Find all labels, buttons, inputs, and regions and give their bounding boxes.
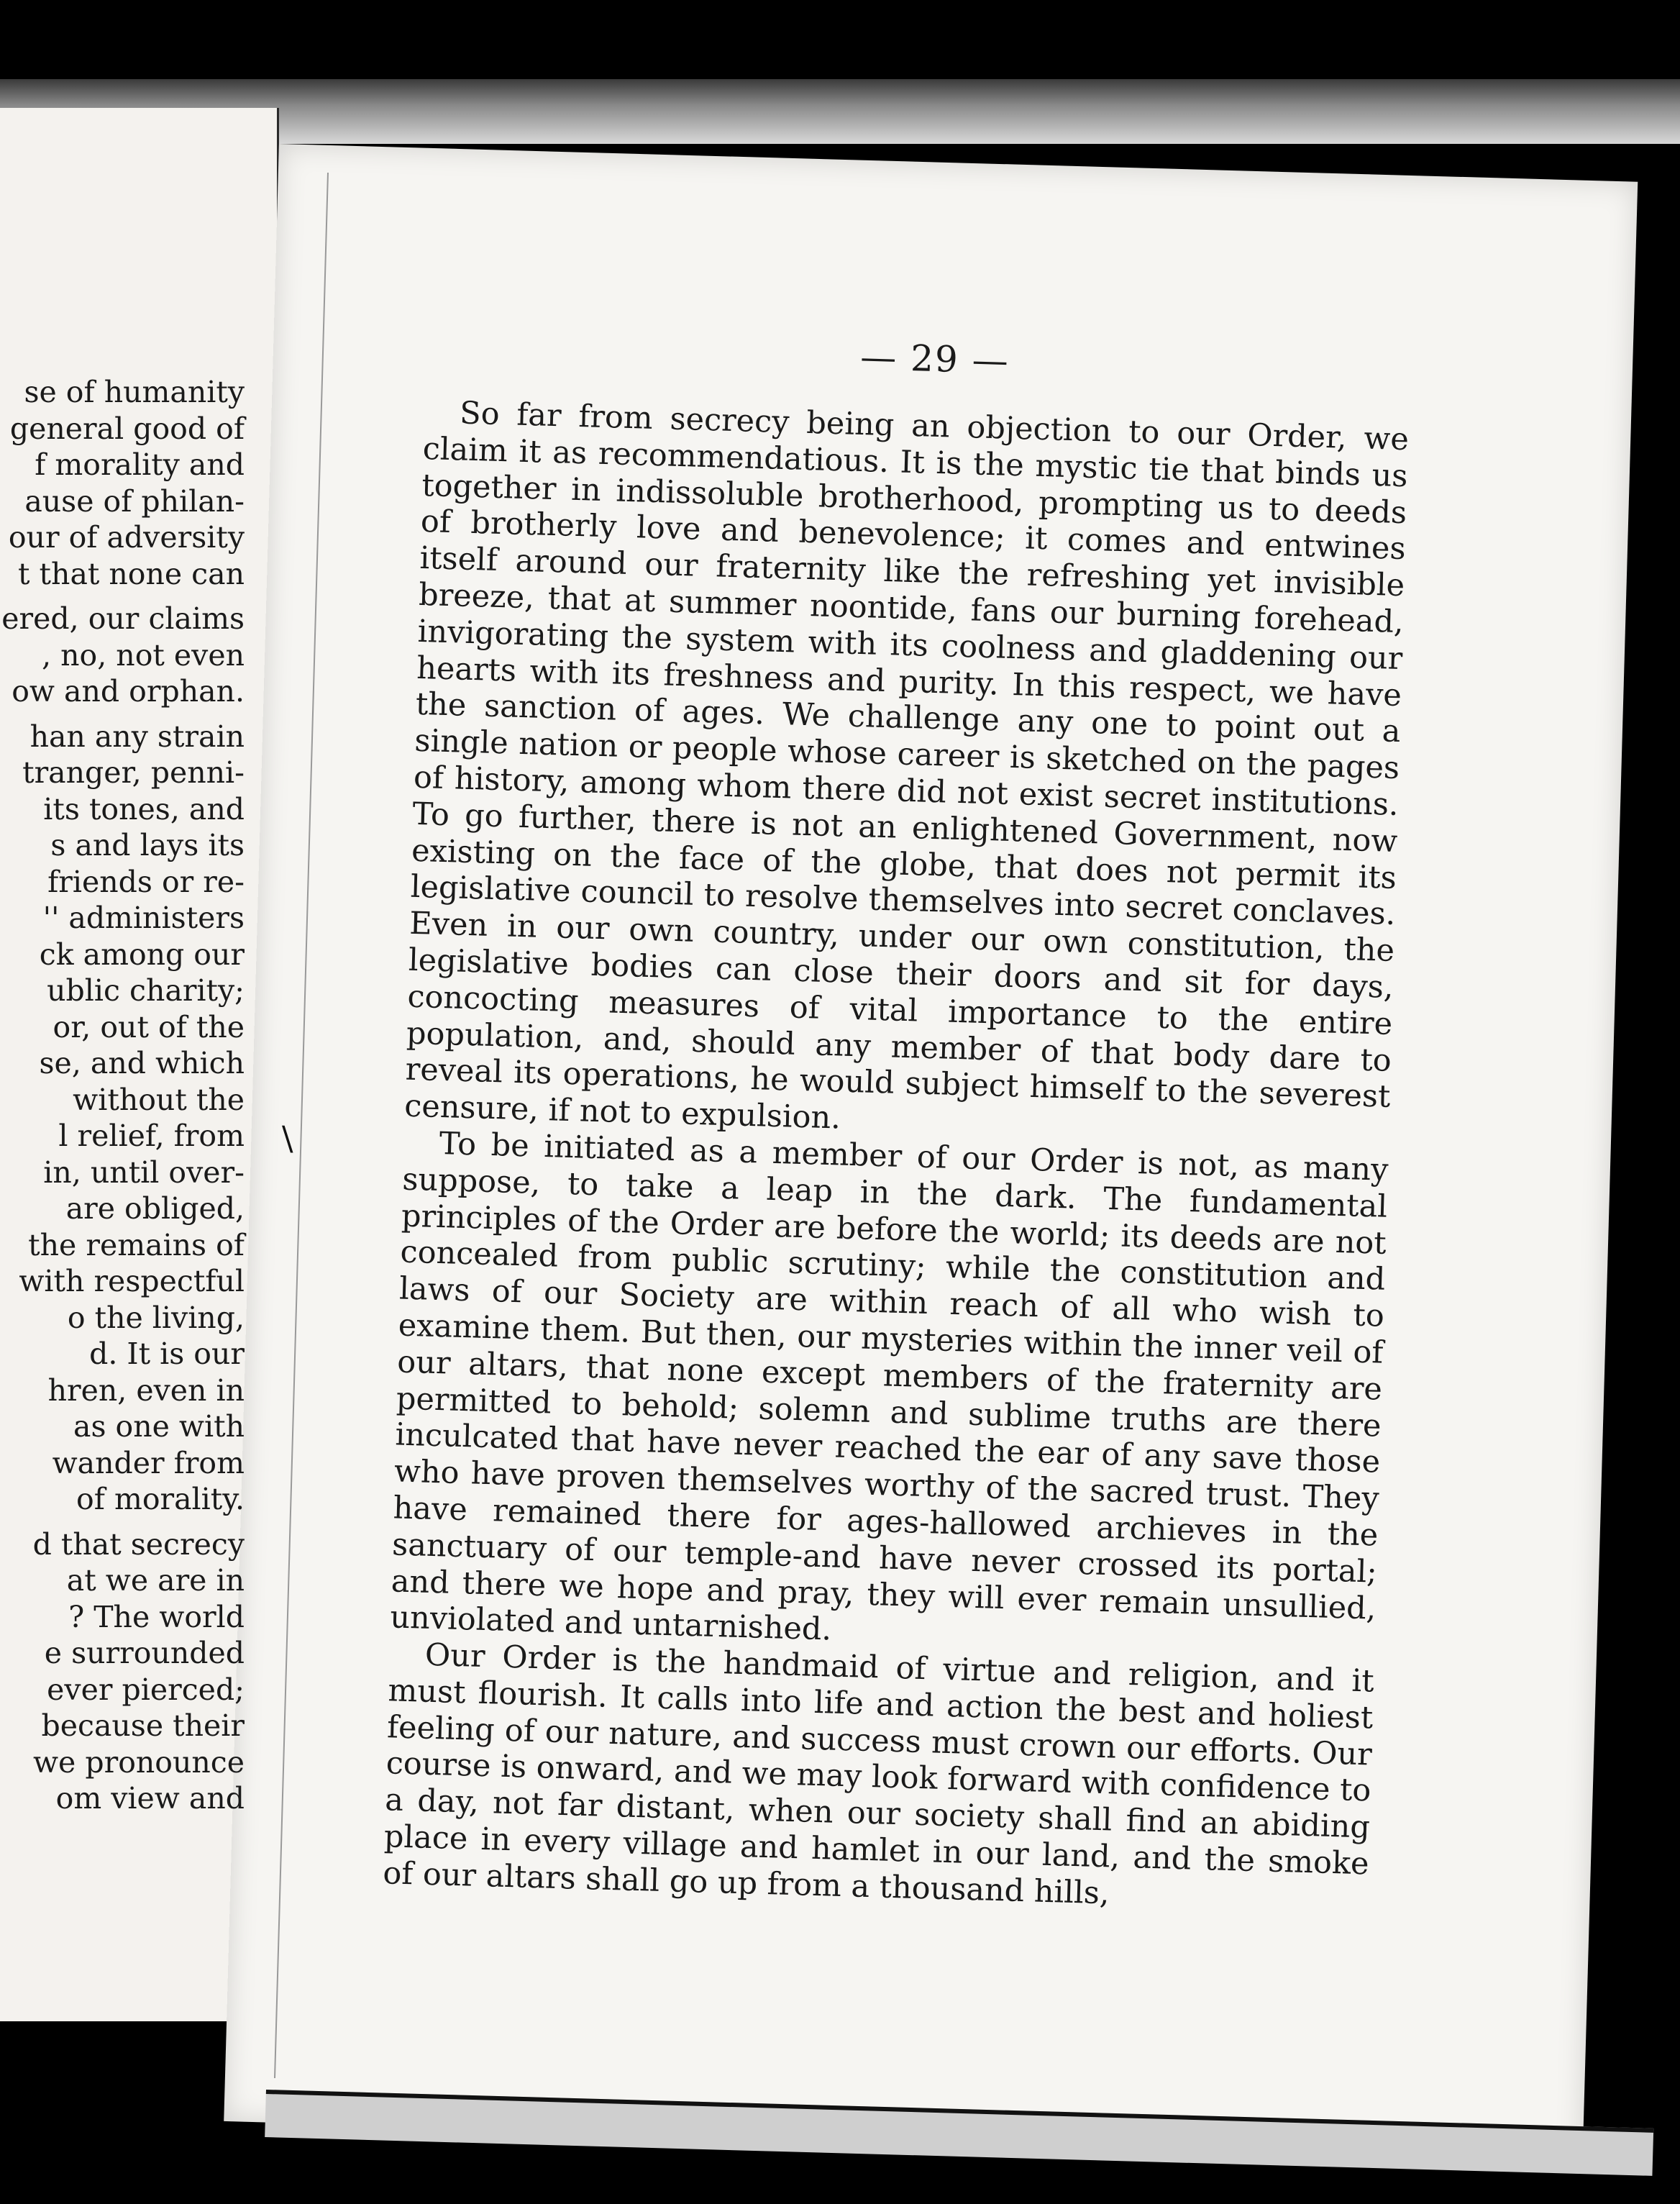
left-page-line: friends or re- [47,864,245,899]
paragraph-initiation: To be initiated as a member of our Order is not, as many suppose, to take a leap in the dark. The fundamental principles of the Order are before the world; its deeds are not concealed from public scrutiny; while the constitution and laws of our Society are within reach of all who wish to examine them. But then, our mysteries within the inner veil of our altars, that none except members of the fraternity are permitted to behold; solemn and sublime truths are there inculcated that have never reached the ear of any save those who have proven themselves worthy of the sacred trust. They have remained there for ages-hallowed archieves in the sanctuary of our temple-and have never crossed its portal; and there we hope and pray, they will ever remain unsullied, unviolated and untarnished. [389,1125,1389,1648]
left-page-line: with respectful [19,1264,245,1298]
left-page-line: in, until over- [43,1155,245,1190]
left-page-line: d that secrecy [32,1526,245,1562]
paragraph-order: Our Order is the handmaid of virtue and religion, and it must flourish. It calls into life and action the best and holiest feeling of our nature, and success must crown our efforts. Our course is onward, and we may look forward with confidence to a day, not far distant, when our society shall find an abiding place in every village and hamlet in our land, and the smoke of our altars shall go up from a thousand hills, [382,1636,1375,1912]
main-text [383,394,1410,1919]
left-page-line: ause of philan- [24,483,245,519]
left-page-gap [0,1518,259,1526]
margin-mark: \ [282,1119,293,1157]
left-page-line: f morality and [35,447,245,482]
left-page-line: l relief, from [58,1119,245,1153]
left-page-line: or, out of the [52,1009,245,1044]
left-page-line: ck among our [39,937,245,972]
left-page-line: without the [73,1082,245,1117]
left-page-line: we pronounce [32,1744,245,1780]
left-page-line: ered, our claims [1,601,245,636]
left-page-line: as one with [73,1409,245,1444]
left-page-line: t that none can [18,556,245,591]
left-page-line: o the living, [67,1300,245,1335]
left-page-line: ublic charity; [47,973,245,1008]
left-page-line: '' administers [42,901,245,935]
left-page-line: ow and orphan. [12,674,245,709]
paragraph-secrecy: So far from secrecy being an objection to our Order, we claim it as recommendatious. It is the mystic tie that binds us together in indissoluble brotherhood, prompting us to deeds of brotherly love and benevolence; it comes and entwines itself around our fraternity like the refreshing yet invisible breeze, that at summer noontide, fans our burning forehead, invigorating the system with its coolness and gladdening our hearts with its freshness and purity. In this respect, we have the sanction of ages. We challenge any one to point out a single nation or people whose career is sketched on the pages of history, among whom there did not exist secret institutions. To go further, there is not an enlightened Government, now existing on the face of the globe, that does not permit its legislative council to resolve themselves into secret conclaves. Even in our own country, under our own constitution, the legislative bodies can close their doors and sit for days, concocting measures of vital importance to the entire population, and, should any member of that body dare to reveal its operations, he would subject himself to the severest censure, if not to expulsion. [403,395,1410,1137]
left-page-line: se, and which [39,1046,245,1080]
left-page-line: , no, not even [42,637,245,673]
left-page-line: se of humanity [24,375,245,409]
left-page-line: s and lays its [50,828,245,862]
left-page-line: at we are in [66,1563,245,1598]
left-page-line: ever pierced; [47,1672,245,1707]
left-page-line: because their [41,1708,245,1743]
left-page-line: ? The world [68,1599,245,1634]
left-page-line: of morality. [76,1482,245,1516]
left-page-line: our of adversity [8,520,245,555]
left-page-line: d. It is our [89,1336,245,1371]
left-page-line: om view and [55,1781,245,1816]
page-number: — 29 — [859,336,1010,382]
left-page-line: its tones, and [43,791,245,826]
left-page-line: hren, even in [47,1372,245,1408]
left-page-line: han any strain [29,719,245,754]
left-page-line: the remains of [28,1227,245,1262]
left-page-line: general good of [9,411,245,446]
left-page-line: are obliged, [65,1191,245,1226]
left-page-line: e surrounded [44,1636,245,1670]
left-page-line: tranger, penni- [22,755,245,790]
left-page-text [0,374,259,1817]
left-page-gap [0,592,259,601]
left-page-line: wander from [52,1445,245,1480]
left-page-gap [0,710,259,719]
